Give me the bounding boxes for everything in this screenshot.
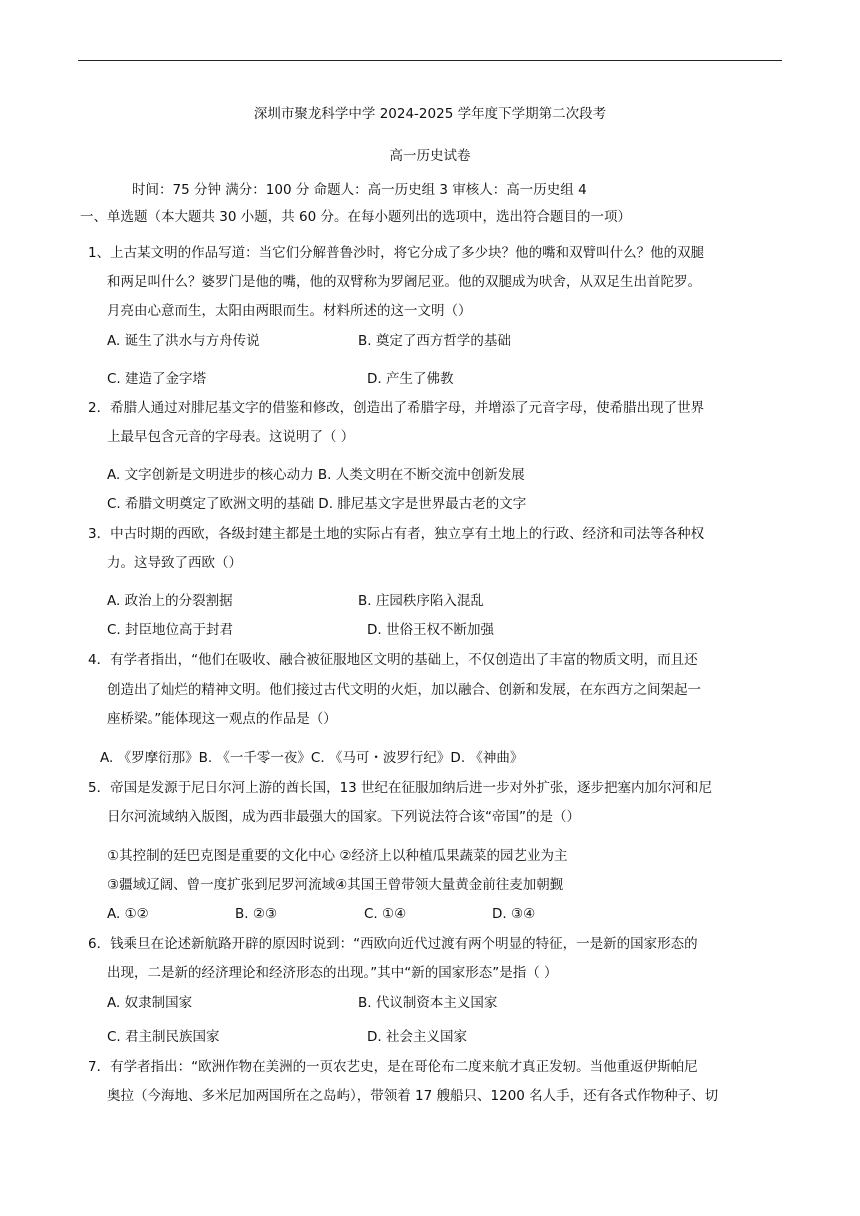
question-1-line-2: 和两足叫什么？婆罗门是他的嘴，他的双臂称为罗阇尼亚。他的双腿成为吠舍，从双足生出首陀罗。: [107, 274, 701, 290]
question-6-option-b[interactable]: B. 代议制资本主义国家: [358, 995, 498, 1011]
exam-meta: 时间：75 分钟 满分：100 分 命题人：高一历史组 3 审核人：高一历史组 4: [132, 182, 587, 198]
question-3-option-d[interactable]: D. 世俗王权不断加强: [367, 622, 494, 638]
question-2-options-ab[interactable]: A. 文字创新是文明进步的核心动力 B. 人类文明在不断交流中创新发展: [107, 467, 525, 483]
question-1-option-d[interactable]: D. 产生了佛教: [367, 371, 454, 387]
question-5-option-b[interactable]: B. ②③: [235, 906, 278, 922]
question-3-option-b[interactable]: B. 庄园秩序陷入混乱: [358, 593, 484, 609]
question-1-line-1: 1、上古某文明的作品写道：当它们分解普鲁沙时，将它分成了多少块？他的嘴和双臂叫什么？他的双腿: [88, 245, 705, 261]
question-5-statements-2: ③疆域辽阔、曾一度扩张到尼罗河流域④其国王曾带领大量黄金前往麦加朝觐: [107, 877, 564, 893]
question-6-option-a[interactable]: A. 奴隶制国家: [107, 995, 193, 1011]
question-1-option-b[interactable]: B. 奠定了西方哲学的基础: [358, 333, 511, 349]
section-heading: 一、单选题（本大题共 30 小题，共 60 分。在每小题列出的选项中，选出符合题目的一项）: [80, 209, 632, 225]
exam-subtitle: 高一历史试卷: [389, 148, 471, 164]
question-3-option-c[interactable]: C. 封臣地位高于封君: [107, 622, 234, 638]
question-3-line-1: 3．中古时期的西欧，各级封建主都是土地的实际占有者，独立享有土地上的行政、经济和司法等各种权: [88, 526, 705, 542]
question-5-option-a[interactable]: A. ①②: [107, 906, 149, 922]
question-4-line-1: 4．有学者指出，“他们在吸收、融合被征服地区文明的基础上，不仅创造出了丰富的物质文明，而且还: [88, 652, 698, 668]
question-5-line-2: 日尔河流域纳入版图，成为西非最强大的国家。下列说法符合该“帝国”的是（）: [107, 809, 580, 825]
question-1-line-3: 月亮由心意而生，太阳由两眼而生。材料所述的这一文明（）: [107, 303, 472, 319]
question-7-line-1: 7．有学者指出：“欧洲作物在美洲的一页农艺史，是在哥伦布二度来航才真正发轫。当他重返伊斯帕尼: [88, 1059, 698, 1075]
question-2-line-1: 2．希腊人通过对腓尼基文字的借鉴和修改，创造出了希腊字母，并增添了元音字母，使希腊出现了世界: [88, 400, 705, 416]
question-5-option-d[interactable]: D. ③④: [492, 906, 536, 922]
question-7-line-2: 奥拉（今海地、多米尼加两国所在之岛屿），带领着 17 艘船只、1200 名人手，还有各式作物种子、切: [107, 1088, 719, 1104]
question-4-line-2: 创造出了灿烂的精神文明。他们接过古代文明的火炬，加以融合、创新和发展，在东西方之间架起一: [107, 682, 701, 698]
question-2-line-2: 上最早包含元音的字母表。这说明了（ ）: [107, 429, 355, 445]
question-3-line-2: 力。这导致了西欧（）: [107, 555, 242, 571]
question-1-option-c[interactable]: C. 建造了金字塔: [107, 371, 207, 387]
question-5-statements-1: ①其控制的廷巴克图是重要的文化中心 ②经济上以种植瓜果蔬菜的园艺业为主: [107, 848, 568, 864]
question-2-options-cd[interactable]: C. 希腊文明奠定了欧洲文明的基础 D. 腓尼基文字是世界最古老的文字: [107, 496, 527, 512]
question-1-option-a[interactable]: A. 诞生了洪水与方舟传说: [107, 333, 260, 349]
question-4-options[interactable]: A. 《罗摩衍那》B. 《一千零一夜》C. 《马可・波罗行纪》D. 《神曲》: [100, 750, 524, 766]
question-3-option-a[interactable]: A. 政治上的分裂割据: [107, 593, 233, 609]
top-horizontal-rule: [78, 60, 782, 61]
question-4-line-3: 座桥梁。”能体现这一观点的作品是（）: [107, 711, 337, 727]
exam-title: 深圳市聚龙科学中学 2024-2025 学年度下学期第二次段考: [253, 106, 607, 122]
question-5-line-1: 5．帝国是发源于尼日尔河上游的酋长国，13 世纪在征服加纳后进一步对外扩张，逐步把塞内加尔河和尼: [88, 780, 713, 796]
question-5-option-c[interactable]: C. ①④: [364, 906, 407, 922]
question-6-line-2: 出现，二是新的经济理论和经济形态的出现。”其中“新的国家形态”是指（ ）: [107, 965, 558, 981]
question-6-line-1: 6．钱乘旦在论述新航路开辟的原因时说到：“西欧向近代过渡有两个明显的特征，一是新的国家形态的: [88, 936, 698, 952]
question-6-option-d[interactable]: D. 社会主义国家: [367, 1029, 467, 1045]
question-6-option-c[interactable]: C. 君主制民族国家: [107, 1029, 220, 1045]
